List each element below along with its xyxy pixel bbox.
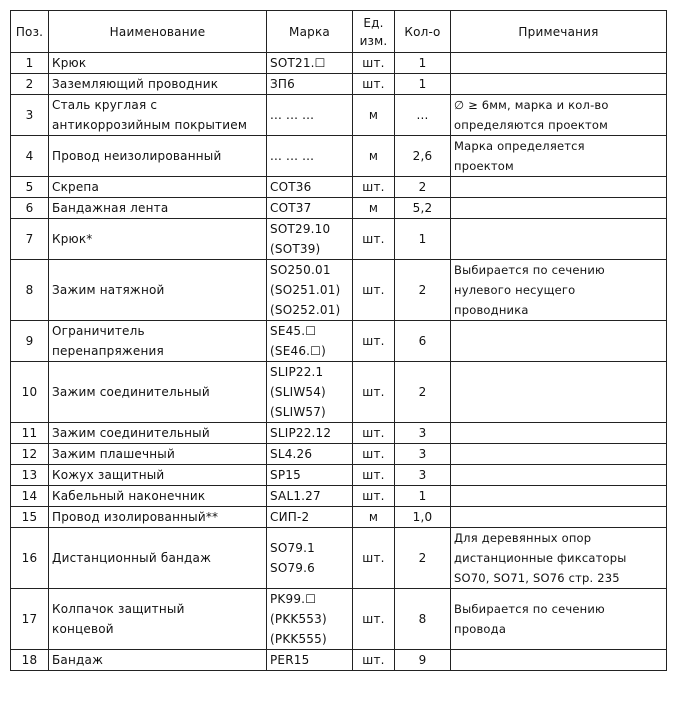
cell-note	[451, 321, 667, 362]
table-row	[11, 219, 667, 260]
cell-unit: м	[353, 136, 395, 177]
cell-unit: шт.	[353, 177, 395, 198]
cell-pos: 4	[11, 136, 49, 177]
cell-note	[451, 507, 667, 528]
cell-qty: 1	[395, 74, 451, 95]
cell-name: Крюк*	[49, 219, 267, 260]
cell-pos: 17	[11, 589, 49, 650]
table-row	[11, 589, 667, 650]
cell-qty: 3	[395, 423, 451, 444]
cell-pos: 3	[11, 95, 49, 136]
cell-mark: SLIP22.1 (SLIW54) (SLIW57)	[267, 362, 353, 423]
cell-note: ∅ ≥ 6мм, марка и кол-во определяются проектом	[451, 95, 667, 136]
cell-pos: 5	[11, 177, 49, 198]
table-row	[11, 465, 667, 486]
table-row	[11, 528, 667, 589]
table-row	[11, 53, 667, 74]
cell-name: Зажим плашечный	[49, 444, 267, 465]
cell-mark: SE45.☐ (SE46.☐)	[267, 321, 353, 362]
table-row	[11, 507, 667, 528]
cell-unit: шт.	[353, 219, 395, 260]
table-body	[11, 53, 667, 671]
table-row	[11, 136, 667, 177]
table-row	[11, 74, 667, 95]
cell-note	[451, 362, 667, 423]
cell-pos: 1	[11, 53, 49, 74]
cell-name: Сталь круглая с антикоррозийным покрытием	[49, 95, 267, 136]
cell-mark: COT36	[267, 177, 353, 198]
cell-pos: 15	[11, 507, 49, 528]
header-qty: Кол-о	[395, 11, 451, 53]
cell-note	[451, 486, 667, 507]
header-note: Примечания	[451, 11, 667, 53]
cell-qty: 8	[395, 589, 451, 650]
cell-qty: 6	[395, 321, 451, 362]
cell-unit: шт.	[353, 53, 395, 74]
cell-mark: COT37	[267, 198, 353, 219]
cell-mark: ЗП6	[267, 74, 353, 95]
cell-unit: шт.	[353, 486, 395, 507]
cell-note	[451, 423, 667, 444]
cell-mark: SO79.1 SO79.6	[267, 528, 353, 589]
cell-mark: PK99.☐ (PKK553) (PKK555)	[267, 589, 353, 650]
cell-name: Зажим соединительный	[49, 423, 267, 444]
table-row	[11, 423, 667, 444]
cell-mark: ... ... ...	[267, 95, 353, 136]
cell-note	[451, 465, 667, 486]
cell-note	[451, 53, 667, 74]
cell-name: Зажим натяжной	[49, 260, 267, 321]
cell-mark: СИП-2	[267, 507, 353, 528]
table-row	[11, 177, 667, 198]
cell-pos: 11	[11, 423, 49, 444]
cell-mark: SOT29.10 (SOT39)	[267, 219, 353, 260]
header-mark: Марка	[267, 11, 353, 53]
cell-pos: 8	[11, 260, 49, 321]
cell-name: Кабельный наконечник	[49, 486, 267, 507]
cell-unit: м	[353, 95, 395, 136]
table-row	[11, 444, 667, 465]
table-row	[11, 260, 667, 321]
cell-mark: SLIP22.12	[267, 423, 353, 444]
cell-mark: SO250.01 (SO251.01) (SO252.01)	[267, 260, 353, 321]
cell-name: Провод изолированный**	[49, 507, 267, 528]
table-row	[11, 321, 667, 362]
cell-unit: м	[353, 507, 395, 528]
cell-unit: шт.	[353, 528, 395, 589]
cell-unit: шт.	[353, 362, 395, 423]
cell-qty: 1	[395, 53, 451, 74]
cell-pos: 9	[11, 321, 49, 362]
cell-qty: 2	[395, 528, 451, 589]
cell-qty: 2	[395, 362, 451, 423]
table-row	[11, 650, 667, 671]
cell-qty: ...	[395, 95, 451, 136]
cell-unit: шт.	[353, 465, 395, 486]
cell-qty: 2,6	[395, 136, 451, 177]
cell-qty: 2	[395, 177, 451, 198]
table-row	[11, 95, 667, 136]
cell-note	[451, 444, 667, 465]
cell-name: Бандаж	[49, 650, 267, 671]
cell-pos: 18	[11, 650, 49, 671]
cell-mark: SL4.26	[267, 444, 353, 465]
cell-name: Провод неизолированный	[49, 136, 267, 177]
cell-note	[451, 177, 667, 198]
cell-name: Скрепа	[49, 177, 267, 198]
cell-mark: SAL1.27	[267, 486, 353, 507]
cell-unit: шт.	[353, 650, 395, 671]
cell-note	[451, 198, 667, 219]
cell-unit: шт.	[353, 321, 395, 362]
table-row	[11, 198, 667, 219]
cell-qty: 1,0	[395, 507, 451, 528]
header-name: Наименование	[49, 11, 267, 53]
cell-unit: шт.	[353, 74, 395, 95]
cell-note: Выбирается по сечению провода	[451, 589, 667, 650]
cell-unit: м	[353, 198, 395, 219]
cell-unit: шт.	[353, 444, 395, 465]
cell-name: Ограничитель перенапряжения	[49, 321, 267, 362]
cell-note: Выбирается по сечению нулевого несущего проводника	[451, 260, 667, 321]
cell-pos: 7	[11, 219, 49, 260]
cell-name: Крюк	[49, 53, 267, 74]
cell-pos: 14	[11, 486, 49, 507]
cell-name: Колпачок защитный концевой	[49, 589, 267, 650]
cell-name: Заземляющий проводник	[49, 74, 267, 95]
header-row	[11, 11, 667, 53]
cell-note	[451, 650, 667, 671]
cell-qty: 1	[395, 219, 451, 260]
cell-qty: 3	[395, 465, 451, 486]
cell-unit: шт.	[353, 589, 395, 650]
cell-mark: SOT21.☐	[267, 53, 353, 74]
table-row	[11, 486, 667, 507]
cell-qty: 5,2	[395, 198, 451, 219]
header-unit: Ед. изм.	[353, 11, 395, 53]
cell-qty: 9	[395, 650, 451, 671]
specification-table	[10, 10, 667, 671]
cell-pos: 12	[11, 444, 49, 465]
cell-pos: 6	[11, 198, 49, 219]
cell-mark: ... ... ...	[267, 136, 353, 177]
table-row	[11, 362, 667, 423]
cell-name: Дистанционный бандаж	[49, 528, 267, 589]
cell-name: Зажим соединительный	[49, 362, 267, 423]
cell-pos: 10	[11, 362, 49, 423]
header-pos: Поз.	[11, 11, 49, 53]
cell-note	[451, 219, 667, 260]
cell-mark: SP15	[267, 465, 353, 486]
cell-pos: 16	[11, 528, 49, 589]
cell-note: Марка определяется проектом	[451, 136, 667, 177]
cell-pos: 13	[11, 465, 49, 486]
cell-unit: шт.	[353, 260, 395, 321]
cell-note	[451, 74, 667, 95]
cell-name: Кожух защитный	[49, 465, 267, 486]
cell-qty: 2	[395, 260, 451, 321]
cell-qty: 1	[395, 486, 451, 507]
cell-mark: PER15	[267, 650, 353, 671]
cell-note: Для деревянных опор дистанционные фиксаторы SO70, SO71, SO76 стр. 235	[451, 528, 667, 589]
cell-unit: шт.	[353, 423, 395, 444]
cell-pos: 2	[11, 74, 49, 95]
cell-name: Бандажная лента	[49, 198, 267, 219]
cell-qty: 3	[395, 444, 451, 465]
